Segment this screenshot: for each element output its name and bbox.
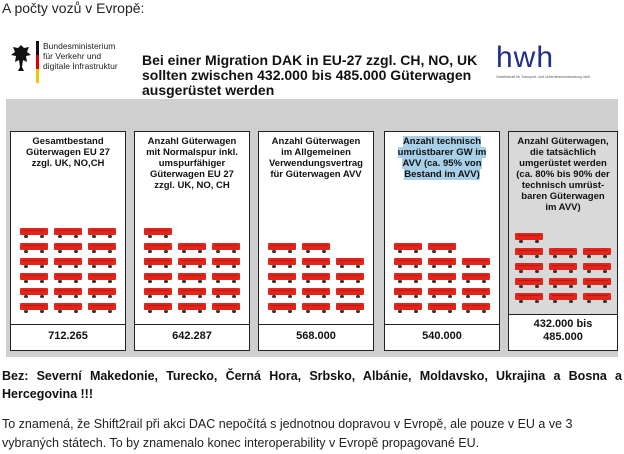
freight-wagon-icon (54, 243, 82, 253)
freight-wagon-icon (144, 243, 172, 253)
eagle-icon (10, 43, 32, 73)
column-value: 712.265 (11, 324, 125, 350)
freight-wagon-icon (144, 273, 172, 283)
headline-line: ausgerüstet werden (142, 82, 275, 98)
freight-wagon-icon (268, 288, 296, 298)
freight-wagon-icon (549, 248, 577, 258)
freight-wagon-icon (178, 273, 206, 283)
freight-wagon-icon (583, 263, 611, 273)
freight-wagon-icon (212, 273, 240, 283)
freight-wagon-icon (20, 258, 48, 268)
wagon-grid (385, 132, 499, 350)
freight-wagon-icon (394, 258, 422, 268)
slide-headline (142, 53, 477, 98)
slide-image (6, 27, 618, 357)
freight-wagon-icon (515, 293, 543, 303)
excluded-countries-note: Bez: Severní Makedonie, Turecko, Černá Hora, Srbsko, Albánie, Moldavsko, Ukrajina a Bosna a Hercegovina !!! (2, 369, 622, 401)
wagon-grid (11, 132, 125, 350)
freight-wagon-icon (302, 288, 330, 298)
column-value: 642.287 (135, 324, 249, 350)
freight-wagon-icon (88, 258, 116, 268)
freight-wagon-icon (88, 243, 116, 253)
freight-wagon-icon (178, 243, 206, 253)
freight-wagon-icon (336, 258, 364, 268)
freight-wagon-icon (54, 228, 82, 238)
freight-wagon-icon (178, 303, 206, 313)
freight-wagon-icon (302, 258, 330, 268)
freight-wagon-icon (54, 288, 82, 298)
hwh-logo-word: hwh (496, 41, 555, 74)
freight-wagon-icon (302, 273, 330, 283)
freight-wagon-icon (462, 258, 490, 268)
freight-wagon-icon (212, 258, 240, 268)
freight-wagon-icon (394, 273, 422, 283)
column-value: 540.000 (385, 324, 499, 350)
freight-wagon-icon (428, 243, 456, 253)
freight-wagon-icon (268, 303, 296, 313)
freight-wagon-icon (88, 288, 116, 298)
freight-wagon-icon (394, 303, 422, 313)
column-actually-converted (508, 131, 618, 351)
freight-wagon-icon (212, 303, 240, 313)
freight-wagon-icon (302, 243, 330, 253)
freight-wagon-icon (394, 288, 422, 298)
freight-wagon-icon (515, 278, 543, 288)
column-value: 432.000 bis 485.000 (509, 314, 617, 350)
freight-wagon-icon (462, 273, 490, 283)
freight-wagon-icon (88, 273, 116, 283)
column-convertible (384, 131, 500, 351)
freight-wagon-icon (144, 303, 172, 313)
headline-line: sollten zwischen 432.000 bis 485.000 Güterwagen (142, 67, 472, 83)
conclusion-paragraph: To znamená, že Shift2rail při akci DAC nepočítá s jednotnou dopravou v Evropě, ale pouze v EU a ve 3 vybraných státech. To by znamenalo konec interoperability v Evropě propagované EU. (2, 417, 573, 450)
freight-wagon-icon (268, 258, 296, 268)
freight-wagon-icon (88, 228, 116, 238)
freight-wagon-icon (268, 243, 296, 253)
freight-wagon-icon (54, 303, 82, 313)
wagon-grid (259, 132, 373, 350)
freight-wagon-icon (88, 303, 116, 313)
freight-wagon-icon (515, 263, 543, 273)
column-value: 568.000 (259, 324, 373, 350)
freight-wagon-icon (549, 293, 577, 303)
freight-wagon-icon (462, 288, 490, 298)
headline-line: Bei einer Migration DAK in EU-27 zzgl. CH, NO, UK (142, 52, 478, 68)
wagon-grid (135, 132, 249, 350)
ministry-logo (10, 41, 130, 85)
freight-wagon-icon (428, 273, 456, 283)
freight-wagon-icon (462, 303, 490, 313)
column-standard-gauge (134, 131, 250, 351)
freight-wagon-icon (394, 243, 422, 253)
highlighted-title: Anzahl technisch umrüstbarer GW im AVV (ca. 95% von Bestand im AVV) (397, 136, 487, 180)
column-title: Anzahl Güterwagen, die tatsächlich umgerüstet werden (ca. 80% bis 90% der technisch umrüst- baren Güterwagen im AVV) (516, 136, 610, 213)
column-title: Gesamtbestand Güterwagen EU 27 zzgl. UK, NO,CH (26, 136, 110, 169)
ministry-name: Bundesministerium für Verkehr und digitale Infrastruktur (43, 41, 118, 71)
column-title: Anzahl Güterwagen mit Normalspur inkl. umspurfähiger Güterwagen EU 27 zzgl. UK, NO, CH (146, 136, 238, 191)
freight-wagon-icon (515, 233, 543, 243)
german-flag-stripes (36, 41, 39, 83)
hwh-logo-subtitle: Gesellschaft für Transport- und Unternehmensberatung mbH (496, 75, 591, 79)
freight-wagon-icon (20, 303, 48, 313)
column-title: Anzahl Güterwagen im Allgemeinen Verwendungsvertrag für Güterwagen AVV (269, 136, 363, 180)
freight-wagon-icon (20, 273, 48, 283)
freight-wagon-icon (515, 248, 543, 258)
column-avv (258, 131, 374, 351)
freight-wagon-icon (20, 228, 48, 238)
freight-wagon-icon (549, 278, 577, 288)
hwh-logo (496, 43, 596, 87)
freight-wagon-icon (54, 273, 82, 283)
freight-wagon-icon (583, 293, 611, 303)
freight-wagon-icon (54, 258, 82, 268)
freight-wagon-icon (336, 273, 364, 283)
freight-wagon-icon (583, 278, 611, 288)
freight-wagon-icon (144, 288, 172, 298)
freight-wagon-icon (428, 258, 456, 268)
freight-wagon-icon (20, 288, 48, 298)
intro-text: A počty vozů v Evropě: (2, 0, 145, 16)
freight-wagon-icon (268, 273, 296, 283)
freight-wagon-icon (144, 258, 172, 268)
freight-wagon-icon (336, 288, 364, 298)
freight-wagon-icon (336, 303, 364, 313)
freight-wagon-icon (583, 248, 611, 258)
slide-header (6, 27, 618, 99)
freight-wagon-icon (20, 243, 48, 253)
freight-wagon-icon (549, 263, 577, 273)
freight-wagon-icon (212, 288, 240, 298)
column-total-stock (10, 131, 126, 351)
freight-wagon-icon (428, 303, 456, 313)
freight-wagon-icon (212, 243, 240, 253)
freight-wagon-icon (428, 288, 456, 298)
freight-wagon-icon (144, 228, 172, 238)
freight-wagon-icon (302, 303, 330, 313)
freight-wagon-icon (178, 258, 206, 268)
freight-wagon-icon (178, 288, 206, 298)
